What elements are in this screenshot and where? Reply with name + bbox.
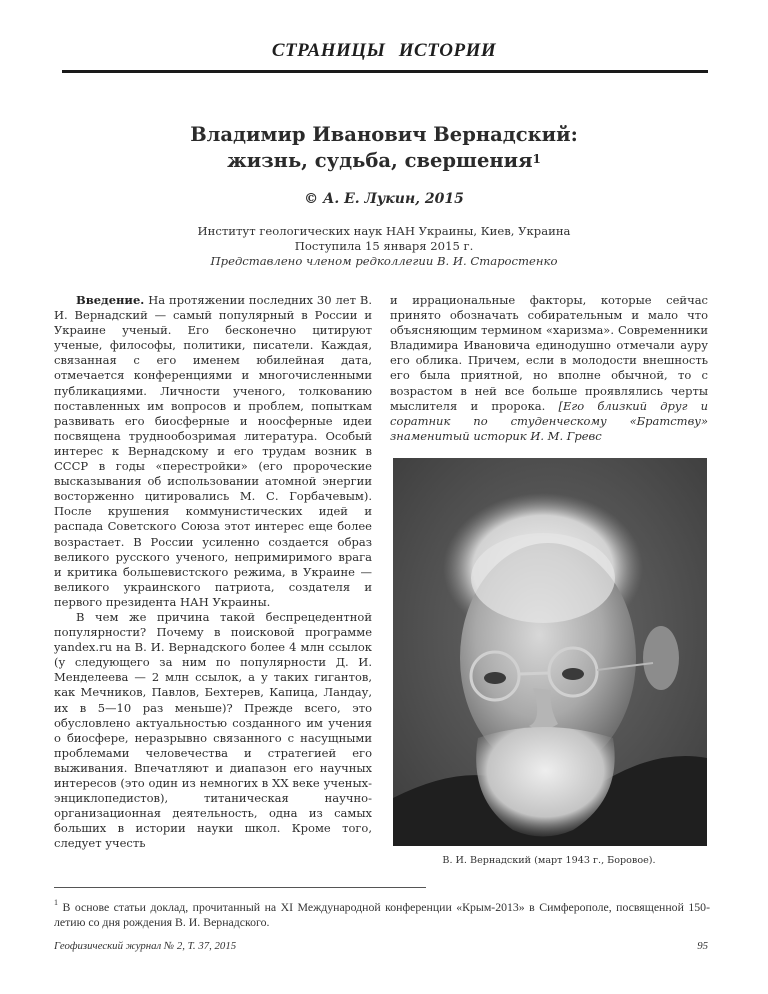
footnote [54,896,710,931]
author-line: © А. Е. Лукин, 2015 [304,191,464,207]
title-footnote-mark[interactable]: 1 [532,152,541,166]
header-rule [62,70,708,73]
affiliation: Институт геологических наук НАН Украины, Киев, Украина [197,224,571,238]
intro-heading: Введение. [76,293,145,307]
section-header: СТРАНИЦЫ ИСТОРИИ [271,40,497,61]
journal-citation: Геофизический журнал № 2, Т. 37, 2015 [54,940,237,952]
page-number: 95 [697,940,708,952]
right-text: и иррациональные факторы, которые сейчас принято обозначать собирательным и мало что объясняющим термином «харизма». Современники Владимира Ивановича единодушно отмечали ауру его облика. Причем, если в молодости внешность его была приятной, но вполне обычной, то с возрастом в ней все больше проявлялись черты мыслителя и пророка. [390,293,708,413]
paragraph-2: В чем же причина такой беспрецедентной популярности? Почему в поисковой программе yandex.ru на В. И. Вернадского более 4 млн ссылок (у следующего за ним по популярности Д. И. Менделеева — 2 млн ссылок, а у таких гигантов, как Мечников, Павлов, Бехтерев, Капица, Ландау, их в 5—10 раз меньше)? Прежде всего, это обусловлено актуальностью созданного им учения о биосфере, неразрывно связанного с насущными проблемами человечества и стратегией его выживания. Впечатляют и диапазон его научных интересов (это один из немногих в XX веке ученых-энциклопедистов), титаническая научно-организационная деятельность, одна из самых больших в истории науки школ. Кроме того, следует учесть [54,609,372,851]
article-title [0,122,768,174]
affiliation-block [0,224,768,269]
right-quote: [Его близкий друг и соратник по студенческому «Братству» знаменитый историк И. М. Гревс [390,398,708,443]
right-paragraph [390,293,708,444]
intro-text: На протяжении последних 30 лет В. И. Вернадский — самый популярный в России и Украине ученый. Его бесконечно цитируют ученые, философы, политики, писатели. Каждая, связанная с его именем юбилейная дата, отмечается конференциями и многочисленными публикациями. Личности ученого, толкованию поставленных им вопросов и проблем, попыткам развивать его биосферные и ноосферные идеи посвящена труднообозримая литература. Особый интерес к Вернадскому и его трудам возник в СССР в годы «перестройки» (его пророческие высказывания об использовании атомной энергии восторженно цитировались М. С. Горбачевым). После крушения коммунистических идей и распада Советского Союза этот интерес еще более возрастает. В России усиленно создается образ великого русского ученого, непримиримого врага и критика большевистского режима, в Украине — великого украинского патриота, создателя и первого президента НАН Украины. [54,293,372,609]
photo-caption: В. И. Вернадский (март 1943 г., Боровое). [442,855,656,866]
title-line-2 [0,148,768,174]
received-date: Поступила 15 января 2015 г. [294,239,474,253]
footnote-text: В основе статьи доклад, прочитанный на XI Международной конференции «Крым-2013» в Симферополе, посвященной 150-летию со дня рождения В. И. Вернадского. [54,899,710,930]
left-column [54,293,372,851]
right-column [390,293,708,444]
footnote-rule [54,887,426,888]
title-line-1: Владимир Иванович Вернадский: [190,123,578,146]
portrait-illustration [393,458,707,846]
presented-by: Представлено членом редколлегии В. И. Старостенко [210,254,558,268]
intro-paragraph [54,293,372,610]
footnote-mark: 1 [54,898,58,907]
portrait-photo [393,458,707,846]
title-line-2-text: жизнь, судьба, свершения [227,149,533,172]
